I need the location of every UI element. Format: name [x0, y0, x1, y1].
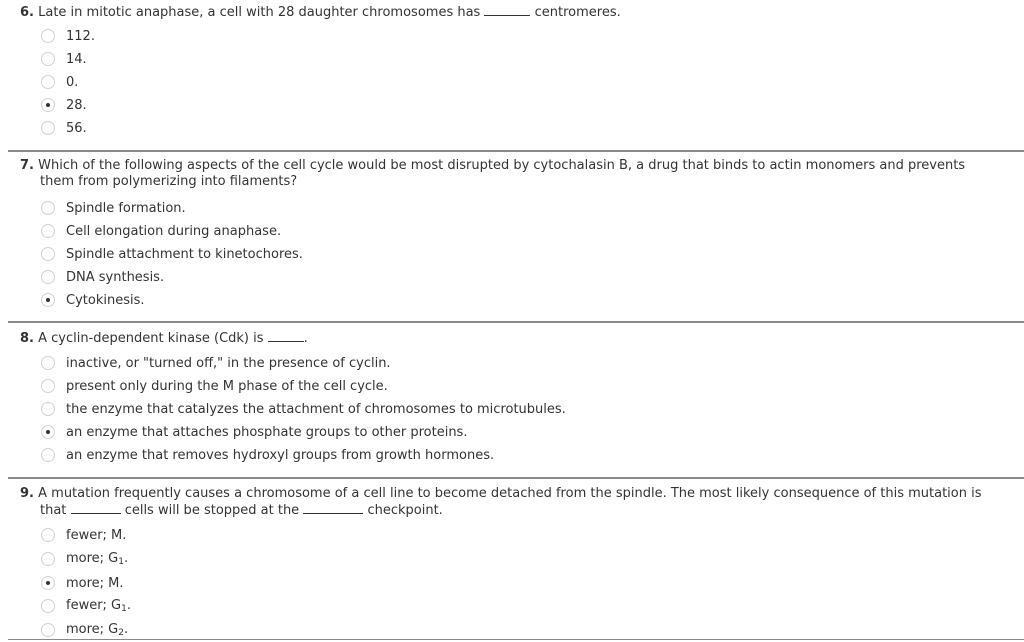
question-divider: [8, 150, 1024, 152]
option-label: 56.: [66, 120, 87, 136]
radio-button[interactable]: [41, 75, 55, 89]
option-q8-b[interactable]: [40, 377, 388, 395]
option-q6-a[interactable]: [40, 27, 95, 45]
radio-button[interactable]: [41, 247, 55, 261]
radio-button-selected[interactable]: [41, 293, 55, 307]
option-q8-d[interactable]: [40, 423, 467, 441]
answer-blank: [268, 330, 304, 342]
option-label: 14.: [66, 51, 87, 67]
question-7-stem: [20, 158, 1020, 190]
radio-button[interactable]: [41, 402, 55, 416]
option-q9-b[interactable]: [40, 550, 128, 568]
option-q7-b[interactable]: [40, 222, 281, 240]
option-q8-a[interactable]: [40, 354, 391, 372]
option-q8-e[interactable]: [40, 446, 494, 464]
option-label: Cell elongation during anaphase.: [66, 223, 282, 239]
question-text: A mutation frequently causes a chromosome of a cell line to become detached from the spindle. The most likely consequence of this mutation is: [38, 486, 982, 501]
question-number: 6.: [20, 5, 34, 20]
radio-button-selected[interactable]: [41, 576, 55, 590]
option-label: 112.: [66, 28, 95, 44]
option-q7-e[interactable]: [40, 291, 145, 309]
option-label: present only during the M phase of the cell cycle.: [66, 378, 388, 394]
question-6-stem: [20, 4, 1020, 21]
question-text-part: checkpoint.: [367, 503, 443, 518]
question-number: 8.: [20, 331, 34, 346]
option-q6-e[interactable]: [40, 119, 87, 137]
radio-button[interactable]: [41, 448, 55, 462]
answer-blank: [303, 502, 363, 514]
option-label: DNA synthesis.: [66, 269, 165, 285]
option-label: an enzyme that removes hydroxyl groups from growth hormones.: [66, 447, 495, 463]
radio-button[interactable]: [41, 599, 55, 613]
option-label: more; $G_1$.: [66, 551, 129, 567]
radio-button[interactable]: [41, 623, 55, 637]
option-label: 28.: [66, 97, 87, 113]
question-9-stem: [20, 486, 1020, 519]
bottom-divider: [8, 639, 1024, 640]
option-q9-e[interactable]: [40, 621, 128, 639]
question-text-line2: them from polymerizing into filaments?: [40, 174, 298, 189]
question-number: 9.: [20, 486, 34, 501]
question-text-part: that: [40, 503, 67, 518]
answer-blank: [71, 502, 121, 514]
option-label: Spindle formation.: [66, 200, 186, 216]
radio-button[interactable]: [41, 121, 55, 135]
question-divider: [8, 477, 1024, 479]
option-q7-a[interactable]: [40, 199, 186, 217]
question-text-line2: [20, 502, 1020, 519]
question-number: 7.: [20, 158, 34, 173]
option-label: inactive, or "turned off," in the presence of cyclin.: [66, 355, 391, 371]
option-q8-c[interactable]: [40, 400, 566, 418]
option-label: more; $G_2$.: [66, 622, 129, 638]
question-text-end: centromeres.: [534, 5, 621, 20]
option-q9-c[interactable]: [40, 574, 124, 592]
option-q6-b[interactable]: [40, 50, 87, 68]
option-q6-d[interactable]: [40, 96, 87, 114]
option-q7-c[interactable]: [40, 245, 303, 263]
option-label: Cytokinesis.: [66, 292, 145, 308]
question-text: A cyclin-dependent kinase (Cdk) is: [38, 331, 264, 346]
question-text-part: cells will be stopped at the: [124, 503, 300, 518]
option-q7-d[interactable]: [40, 268, 164, 286]
option-label: the enzyme that catalyzes the attachment of chromosomes to microtubules.: [66, 401, 566, 417]
option-label: Spindle attachment to kinetochores.: [66, 246, 303, 262]
question-text: Late in mitotic anaphase, a cell with 28 daughter chromosomes has: [38, 5, 481, 20]
option-label: more; M.: [66, 575, 124, 591]
question-divider: [8, 321, 1024, 323]
option-q9-d[interactable]: [40, 597, 131, 615]
radio-button-selected[interactable]: [41, 98, 55, 112]
option-label: an enzyme that attaches phosphate groups to other proteins.: [66, 424, 468, 440]
option-label: fewer; M.: [66, 527, 127, 543]
radio-button[interactable]: [41, 224, 55, 238]
option-label: 0.: [66, 74, 79, 90]
radio-button[interactable]: [41, 552, 55, 566]
question-text-end: .: [303, 331, 308, 346]
radio-button[interactable]: [41, 52, 55, 66]
option-q6-c[interactable]: [40, 73, 78, 91]
radio-button[interactable]: [41, 270, 55, 284]
radio-button[interactable]: [41, 201, 55, 215]
radio-button[interactable]: [41, 528, 55, 542]
radio-button-selected[interactable]: [41, 425, 55, 439]
option-label: fewer; $G_1$.: [66, 598, 132, 614]
radio-button[interactable]: [41, 379, 55, 393]
answer-blank: [484, 4, 530, 16]
radio-button[interactable]: [41, 356, 55, 370]
radio-button[interactable]: [41, 29, 55, 43]
option-q9-a[interactable]: [40, 526, 126, 544]
question-text: Which of the following aspects of the cell cycle would be most disrupted by cytochalasin B, a drug that binds to actin monomers and prevents: [38, 158, 966, 173]
question-8-stem: [20, 330, 1020, 347]
